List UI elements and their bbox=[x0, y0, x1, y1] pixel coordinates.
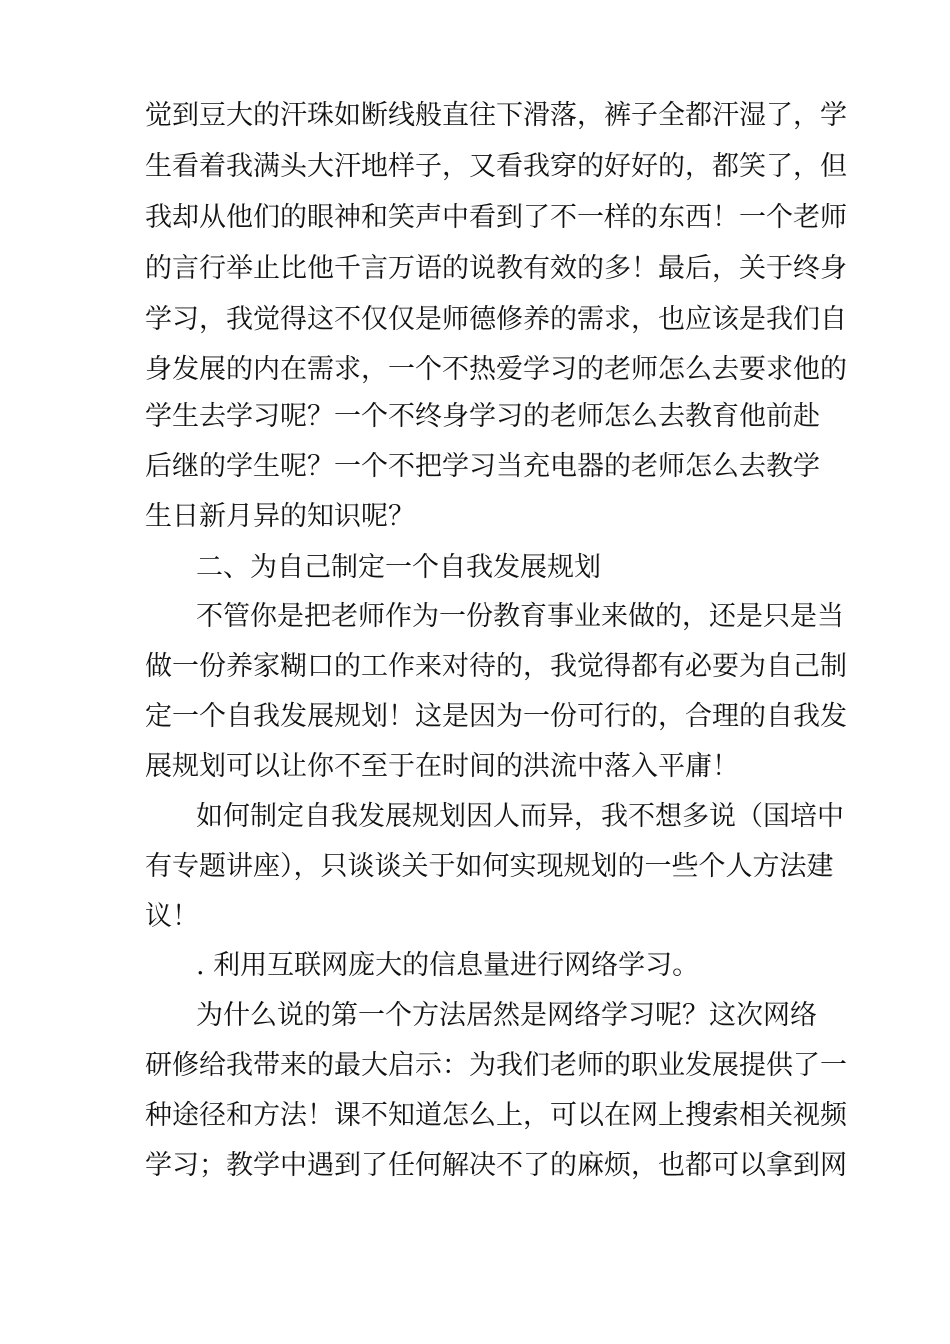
list-item-heading: . 利用互联网庞大的信息量进行网络学习。 bbox=[196, 950, 700, 981]
body-text-line: 定一个自我发展规划！这是因为一份可行的，合理的自我发 bbox=[145, 701, 847, 732]
body-text-line: 后继的学生呢？一个不把学习当充电器的老师怎么去教学 bbox=[145, 451, 820, 482]
body-text-line: 议！ bbox=[145, 901, 199, 932]
body-text-line: 种途径和方法！课不知道怎么上，可以在网上搜索相关视频 bbox=[145, 1100, 847, 1131]
body-text-line: 如何制定自我发展规划因人而异，我不想多说（国培中 bbox=[196, 801, 844, 832]
body-text-line: 为什么说的第一个方法居然是网络学习呢？这次网络 bbox=[196, 1000, 817, 1031]
body-text-line: 学习，我觉得这不仅仅是师德修养的需求，也应该是我们自 bbox=[145, 304, 847, 335]
body-text-line: 我却从他们的眼神和笑声中看到了不一样的东西！一个老师 bbox=[145, 202, 847, 233]
body-text-line: 不管你是把老师作为一份教育事业来做的，还是只是当 bbox=[196, 601, 844, 632]
body-text-line: 生日新月异的知识呢？ bbox=[145, 501, 415, 532]
body-text-line: 做一份养家糊口的工作来对待的，我觉得都有必要为自己制 bbox=[145, 651, 847, 682]
body-text-line: 的言行举止比他千言万语的说教有效的多！最后，关于终身 bbox=[145, 253, 847, 284]
body-text-line: 觉到豆大的汗珠如断线般直往下滑落，裤子全都汗湿了，学 bbox=[145, 100, 847, 131]
body-text-line: 学生去学习呢？一个不终身学习的老师怎么去教育他前赴 bbox=[145, 401, 820, 432]
body-text-line: 展规划可以让你不至于在时间的洪流中落入平庸！ bbox=[145, 751, 739, 782]
section-heading: 二、为自己制定一个自我发展规划 bbox=[196, 552, 601, 583]
body-text-line: 学习；教学中遇到了任何解决不了的麻烦，也都可以拿到网 bbox=[145, 1150, 847, 1181]
body-text-line: 身发展的内在需求，一个不热爱学习的老师怎么去要求他的 bbox=[145, 354, 847, 385]
body-text-line: 生看着我满头大汗地样子，又看我穿的好好的，都笑了，但 bbox=[145, 151, 847, 182]
body-text-line: 研修给我带来的最大启示：为我们老师的职业发展提供了一 bbox=[145, 1050, 847, 1081]
body-text-line: 有专题讲座），只谈谈关于如何实现规划的一些个人方法建 bbox=[145, 851, 834, 882]
